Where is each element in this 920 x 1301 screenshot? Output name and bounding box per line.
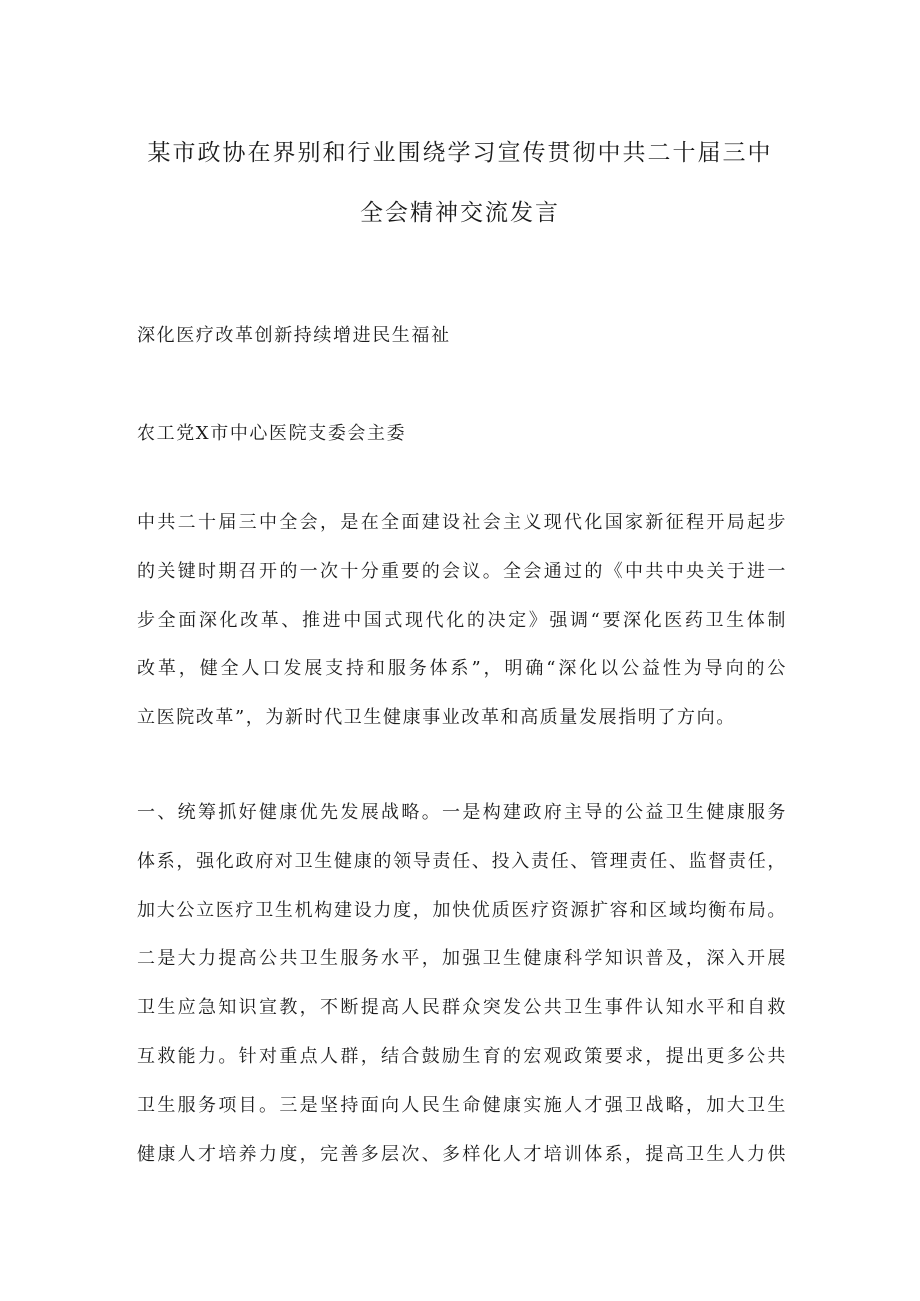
- document-title-line-1: 某市政协在界别和行业围绕学习宣传贯彻中共二十届三中: [147, 140, 773, 166]
- paragraph-line: 立医院改革”，为新时代卫生健康事业改革和高质量发展指明了方向。: [137, 707, 736, 729]
- paragraph-line: 一、统筹抓好健康优先发展战略。一是构建政府主导的公益卫生健康服务: [137, 802, 787, 823]
- document-title-line-2: 全会精神交流发言: [360, 200, 560, 226]
- paragraph-line: 卫生应急知识宣教，不断提高人民群众突发公共卫生事件认知水平和自救: [137, 997, 787, 1019]
- paragraph-line: 互救能力。针对重点人群，结合鼓励生育的宏观政策要求，提出更多公共: [137, 1045, 787, 1067]
- paragraph-line: 体系，强化政府对卫生健康的领导责任、投入责任、管理责任、监督责任，: [137, 850, 787, 872]
- document-author: 农工党X市中心医院支委会主委: [137, 423, 407, 444]
- document-subtitle: 深化医疗改革创新持续增进民生福祉: [137, 325, 451, 346]
- paragraph-line: 二是大力提高公共卫生服务水平，加强卫生健康科学知识普及，深入开展: [137, 948, 787, 970]
- paragraph-line: 改革，健全人口发展支持和服务体系”，明确“深化以公益性为导向的公: [137, 658, 787, 680]
- paragraph-line: 中共二十届三中全会，是在全面建设社会主义现代化国家新征程开局起步: [137, 512, 787, 533]
- paragraph-line: 健康人才培养力度，完善多层次、多样化人才培训体系，提高卫生人力供: [137, 1143, 787, 1165]
- paragraph-intro: [137, 499, 787, 743]
- paragraph-line: 加大公立医疗卫生机构建设力度，加快优质医疗资源扩容和区域均衡布局。: [137, 899, 787, 921]
- paragraph-section-one: [137, 789, 787, 1179]
- paragraph-line: 步全面深化改革、推进中国式现代化的决定》强调“要深化医药卫生体制: [137, 609, 787, 631]
- paragraph-line: 的关键时期召开的一次十分重要的会议。全会通过的《中共中央关于进一: [137, 560, 787, 582]
- paragraph-line: 卫生服务项目。三是坚持面向人民生命健康实施人才强卫战略，加大卫生: [137, 1094, 787, 1116]
